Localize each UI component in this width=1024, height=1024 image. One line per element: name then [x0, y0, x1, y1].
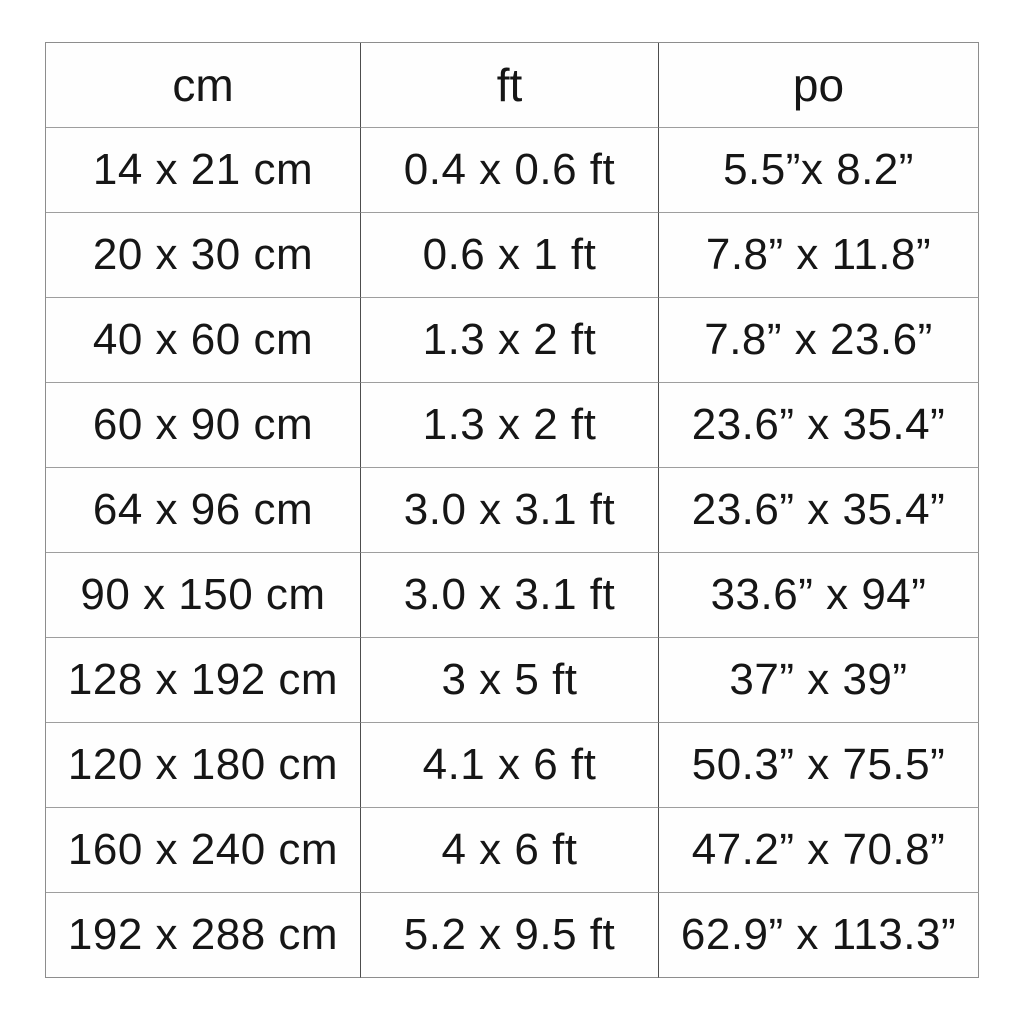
table-row	[46, 383, 979, 468]
table-cell-ft: 3 x 5 ft	[361, 638, 659, 723]
column-header-po: po	[659, 43, 979, 128]
table-cell-ft: 0.6 x 1 ft	[361, 213, 659, 298]
table-cell-ft: 3.0 x 3.1 ft	[361, 468, 659, 553]
table-cell-po: 7.8” x 23.6”	[659, 298, 979, 383]
column-header-cm: cm	[46, 43, 361, 128]
table-cell-po: 7.8” x 11.8”	[659, 213, 979, 298]
table-cell-ft: 3.0 x 3.1 ft	[361, 553, 659, 638]
table-row	[46, 128, 979, 213]
table-row	[46, 553, 979, 638]
table-cell-ft: 1.3 x 2 ft	[361, 298, 659, 383]
table-cell-cm: 90 x 150 cm	[46, 553, 361, 638]
table-cell-ft: 0.4 x 0.6 ft	[361, 128, 659, 213]
table-row	[46, 468, 979, 553]
table-cell-ft: 4.1 x 6 ft	[361, 723, 659, 808]
table-cell-ft: 1.3 x 2 ft	[361, 383, 659, 468]
table-cell-po: 5.5”x 8.2”	[659, 128, 979, 213]
table-cell-cm: 14 x 21 cm	[46, 128, 361, 213]
table-cell-po: 23.6” x 35.4”	[659, 383, 979, 468]
table-cell-ft: 4 x 6 ft	[361, 808, 659, 893]
table-row	[46, 893, 979, 978]
header-row	[46, 43, 979, 128]
size-conversion-table	[45, 42, 979, 978]
table-cell-po: 47.2” x 70.8”	[659, 808, 979, 893]
table-cell-ft: 5.2 x 9.5 ft	[361, 893, 659, 978]
table-cell-cm: 120 x 180 cm	[46, 723, 361, 808]
table-cell-cm: 60 x 90 cm	[46, 383, 361, 468]
table-cell-cm: 40 x 60 cm	[46, 298, 361, 383]
table-cell-cm: 128 x 192 cm	[46, 638, 361, 723]
table-row	[46, 723, 979, 808]
table-cell-cm: 160 x 240 cm	[46, 808, 361, 893]
table-cell-po: 37” x 39”	[659, 638, 979, 723]
table-cell-po: 23.6” x 35.4”	[659, 468, 979, 553]
table-row	[46, 638, 979, 723]
table-cell-cm: 20 x 30 cm	[46, 213, 361, 298]
table-cell-cm: 192 x 288 cm	[46, 893, 361, 978]
table-row	[46, 213, 979, 298]
table-row	[46, 808, 979, 893]
table-cell-po: 33.6” x 94”	[659, 553, 979, 638]
column-header-ft: ft	[361, 43, 659, 128]
table-row	[46, 298, 979, 383]
table-cell-cm: 64 x 96 cm	[46, 468, 361, 553]
table-cell-po: 62.9” x 113.3”	[659, 893, 979, 978]
table-cell-po: 50.3” x 75.5”	[659, 723, 979, 808]
